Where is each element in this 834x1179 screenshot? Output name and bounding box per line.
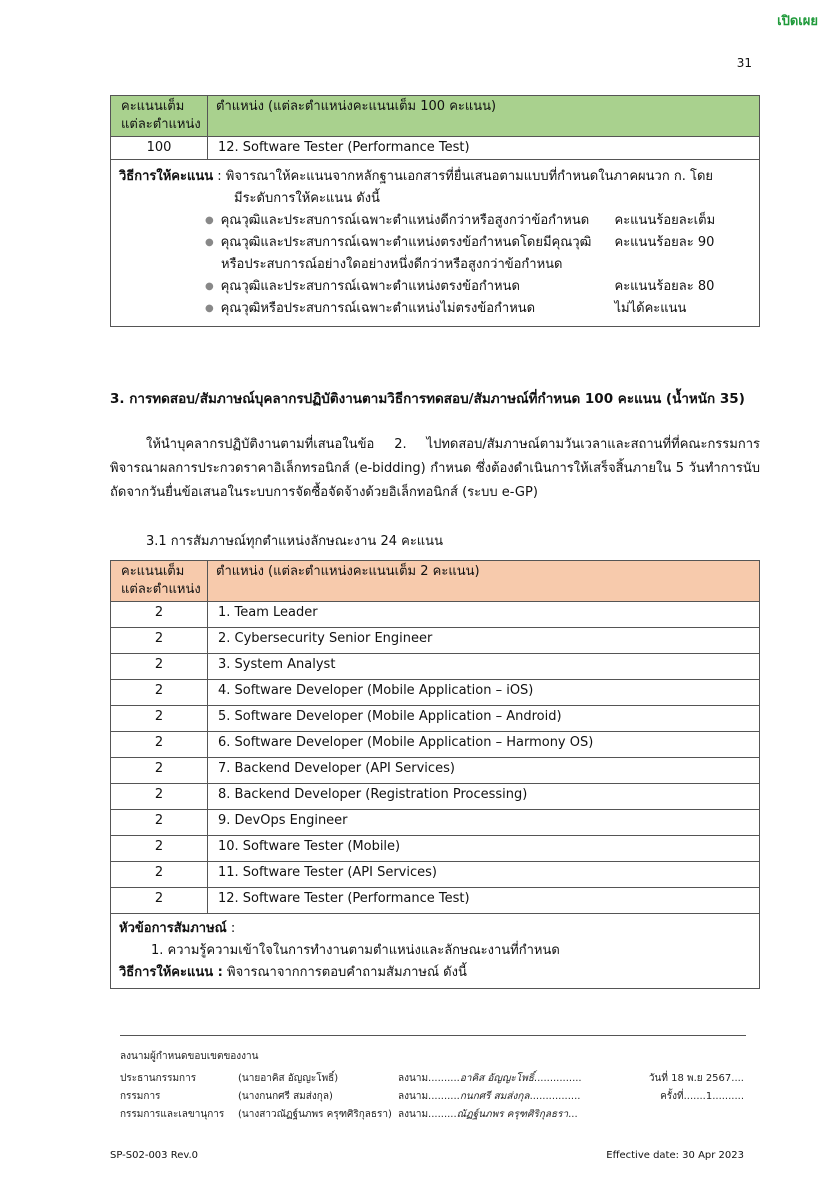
position-cell: 2. Cybersecurity Senior Engineer (208, 628, 760, 654)
score-cell: 2 (111, 654, 208, 680)
signature-divider (120, 1035, 746, 1036)
document-code: SP-S02-003 Rev.0 (110, 1150, 199, 1161)
table-row (111, 888, 760, 914)
position-cell: 8. Backend Developer (Registration Processing) (208, 784, 760, 810)
interview-item: 1. ความรู้ความเข้าใจในการทำงานตามตำแหน่งและลักษณะงานที่กำหนด (151, 943, 560, 958)
criteria-text: พิจารณาจากการตอบคำถามสัมภาษณ์ ดังนี้ (222, 965, 467, 980)
signer-signature (398, 1106, 578, 1123)
table-row (111, 758, 760, 784)
bullet-text: คุณวุฒิและประสบการณ์เฉพาะตำแหน่งตรงข้อกำหนด (220, 279, 520, 294)
position-cell: 6. Software Developer (Mobile Application – Harmony OS) (208, 732, 760, 758)
table-header (111, 96, 760, 137)
bullet-icon: ● (205, 237, 214, 248)
page-number: 31 (736, 56, 752, 70)
score-cell: 2 (111, 888, 208, 914)
position-cell: 12. Software Tester (Performance Test) (208, 137, 760, 160)
header-full-score: คะแนนเต็ม แต่ละตำแหน่ง (111, 561, 208, 602)
table-row (111, 706, 760, 732)
signer-role: ประธานกรรมการ (120, 1073, 197, 1084)
score-cell: 2 (111, 758, 208, 784)
criteria-bullet (119, 210, 751, 232)
signature-prefix: ลงนาม......... (398, 1109, 457, 1120)
score-table-1 (110, 95, 760, 327)
criteria-bullet (119, 298, 751, 320)
table-row (111, 810, 760, 836)
bullet-score: คะแนนร้อยละเต็ม (614, 213, 716, 228)
signature-suffix: ............... (533, 1073, 582, 1084)
interview-cell (111, 914, 760, 989)
interview-colon: : (226, 921, 236, 936)
signature-name: กนกศรี สมส่งกุล (459, 1091, 530, 1102)
position-cell: 5. Software Developer (Mobile Application – Android) (208, 706, 760, 732)
signature-title: ลงนามผู้กำหนดขอบเขตของงาน (120, 1051, 259, 1062)
score-cell: 2 (111, 810, 208, 836)
signer-name: (นางกนกศรี สมส่งกุล) (238, 1091, 333, 1102)
signature-meta: วันที่ 18 พ.ย 2567.... (648, 1073, 744, 1084)
score-cell: 100 (111, 137, 208, 160)
position-cell: 10. Software Tester (Mobile) (208, 836, 760, 862)
table-row (111, 732, 760, 758)
bullet-text: คุณวุฒิและประสบการณ์เฉพาะตำแหน่งตรงข้อกำหนดโดยมีคุณวุฒิ (220, 235, 592, 250)
position-cell: 11. Software Tester (API Services) (208, 862, 760, 888)
criteria-text: : พิจารณาให้คะแนนจากหลักฐานเอกสารที่ยื่นเสนอตามแบบที่กำหนดในภาคผนวก ก. โดย (213, 169, 714, 184)
bullet-text: คุณวุฒิและประสบการณ์เฉพาะตำแหน่งดีกว่าหรือสูงกว่าข้อกำหนด (220, 213, 590, 228)
table-row (111, 784, 760, 810)
signature-suffix: ................ (529, 1091, 581, 1102)
score-cell: 2 (111, 602, 208, 628)
criteria-row (111, 160, 760, 327)
header-position: ตำแหน่ง (แต่ละตำแหน่งคะแนนเต็ม 2 คะแนน) (208, 561, 760, 602)
signature-name: ณัฏฐ์นภพร ครุฑศิริกุลธรา (456, 1109, 569, 1120)
criteria-bullet (119, 276, 751, 298)
score-table-2 (110, 560, 760, 989)
classification-label: เปิดเผย (777, 14, 818, 29)
header-position: ตำแหน่ง (แต่ละตำแหน่งคะแนนเต็ม 100 คะแนน) (208, 96, 760, 137)
signer-name: (นายอาคิส อัญญะโพธิ์) (238, 1073, 339, 1084)
table-row (111, 602, 760, 628)
signer-signature (398, 1088, 580, 1105)
score-cell: 2 (111, 628, 208, 654)
position-cell: 12. Software Tester (Performance Test) (208, 888, 760, 914)
table-row (111, 137, 760, 160)
bullet-score: ไม่ได้คะแนน (614, 301, 687, 316)
position-cell: 7. Backend Developer (API Services) (208, 758, 760, 784)
signer-role: กรรมการและเลขานุการ (120, 1109, 225, 1120)
header-full-score: คะแนนเต็ม แต่ละตำแหน่ง (111, 96, 208, 137)
score-cell: 2 (111, 862, 208, 888)
signer-signature (398, 1070, 582, 1087)
signature-name: อาคิส อัญญะโพธิ์ (459, 1073, 534, 1084)
bullet-text-cont: หรือประสบการณ์อย่างใดอย่างหนึ่งดีกว่าหรือสูงกว่าข้อกำหนด (221, 257, 563, 272)
table-row (111, 628, 760, 654)
criteria-cell (111, 160, 760, 327)
criteria-label: วิธีการให้คะแนน (119, 169, 214, 184)
signature-meta: ครั้งที่.......1.......... (660, 1091, 744, 1102)
score-cell: 2 (111, 784, 208, 810)
table-header (111, 561, 760, 602)
interview-label: หัวข้อการสัมภาษณ์ (119, 921, 227, 936)
bullet-icon: ● (205, 281, 214, 292)
interview-row (111, 914, 760, 989)
bullet-score: คะแนนร้อยละ 80 (614, 279, 715, 294)
signature-prefix: ลงนาม.......... (398, 1091, 460, 1102)
score-cell: 2 (111, 836, 208, 862)
position-cell: 4. Software Developer (Mobile Application – iOS) (208, 680, 760, 706)
criteria-text-cont: มีระดับการให้คะแนน ดังนี้ (234, 191, 380, 206)
section-3-heading: 3. การทดสอบ/สัมภาษณ์บุคลากรปฏิบัติงานตามวิธีการทดสอบ/สัมภาษณ์ที่กำหนด 100 คะแนน (น้ำหนัก 35) (110, 391, 745, 407)
signer-role: กรรมการ (120, 1091, 161, 1102)
section-3-paragraph: ให้นำบุคลากรปฏิบัติงานตามที่เสนอในข้อ 2. ไปทดสอบ/สัมภาษณ์ตามวันเวลาและสถานที่ที่คณะกรรมการพิจารณาผลการประกวดราคาอิเล็กทรอนิกส์ (e-bidding) กำหนด ซึ่งต้องดำเนินการให้เสร็จสิ้นภายใน 5 วันทำการนับถัดจากวันยื่นข้อเสนอในระบบการจัดซื้อจัดจ้างด้วยอิเล็กทอนิกส์ (ระบบ e-GP) (110, 437, 760, 500)
criteria-label: วิธีการให้คะแนน : (119, 965, 223, 980)
effective-date: Effective date: 30 Apr 2023 (606, 1150, 744, 1161)
criteria-bullet (119, 232, 751, 254)
subsection-3-1-heading: 3.1 การสัมภาษณ์ทุกตำแหน่งลักษณะงาน 24 คะแนน (146, 534, 443, 549)
bullet-score: คะแนนร้อยละ 90 (614, 235, 715, 250)
signature-suffix: ... (568, 1109, 578, 1120)
bullet-text: คุณวุฒิหรือประสบการณ์เฉพาะตำแหน่งไม่ตรงข้อกำหนด (220, 301, 536, 316)
bullet-icon: ● (205, 215, 214, 226)
table-row (111, 862, 760, 888)
score-cell: 2 (111, 706, 208, 732)
score-cell: 2 (111, 680, 208, 706)
position-cell: 1. Team Leader (208, 602, 760, 628)
position-cell: 3. System Analyst (208, 654, 760, 680)
position-cell: 9. DevOps Engineer (208, 810, 760, 836)
score-cell: 2 (111, 732, 208, 758)
signature-prefix: ลงนาม.......... (398, 1073, 460, 1084)
table-row (111, 836, 760, 862)
table-row (111, 680, 760, 706)
signer-name: (นางสาวณัฏฐ์นภพร ครุฑศิริกุลธรา) (238, 1109, 392, 1120)
table-row (111, 654, 760, 680)
bullet-icon: ● (205, 303, 214, 314)
